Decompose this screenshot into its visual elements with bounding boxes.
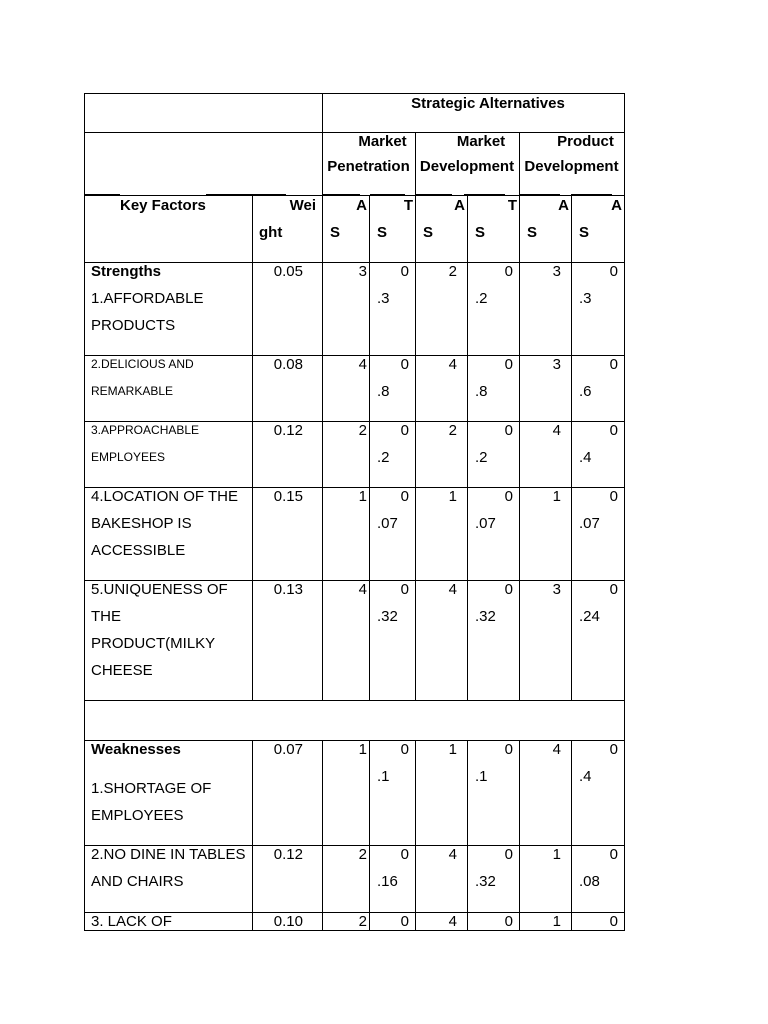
key-factor-text: 2.DELICIOUS AND bbox=[91, 357, 194, 371]
key-factor-text: PRODUCT(MILKY bbox=[91, 635, 216, 652]
alternative-name-line2: Development bbox=[419, 158, 515, 175]
score-cell bbox=[519, 912, 572, 931]
total-score-bottom: .8 bbox=[377, 383, 390, 400]
attractiveness-score: 1 bbox=[448, 488, 457, 505]
sub-header-bottom: S bbox=[527, 224, 538, 241]
attractiveness-score: 3 bbox=[552, 581, 561, 598]
total-score-top: 0 bbox=[504, 741, 513, 758]
row-underline-mark bbox=[252, 912, 286, 913]
key-factor-text: EMPLOYEES bbox=[91, 450, 166, 464]
total-score-bottom: .2 bbox=[377, 449, 390, 466]
attractiveness-score: 4 bbox=[448, 846, 457, 863]
key-factor-text: 1.SHORTAGE OF bbox=[91, 780, 212, 797]
total-score-top: 0 bbox=[609, 488, 618, 505]
attractiveness-score: 4 bbox=[448, 581, 457, 598]
total-score-top: 0 bbox=[609, 356, 618, 373]
weight-value: 0.12 bbox=[273, 422, 303, 439]
total-score-top: 0 bbox=[609, 263, 618, 280]
sub-header-top: A bbox=[611, 197, 622, 214]
row-underline-mark bbox=[416, 912, 452, 913]
weight-value: 0.13 bbox=[273, 581, 303, 598]
attractiveness-score: 1 bbox=[448, 741, 457, 758]
total-score-bottom: .32 bbox=[475, 873, 496, 890]
attractiveness-score: 1 bbox=[552, 488, 561, 505]
total-score-bottom: .07 bbox=[579, 515, 600, 532]
attractiveness-score: 2 bbox=[448, 422, 457, 439]
weaknesses-heading: Weaknesses bbox=[91, 741, 181, 758]
score-cell bbox=[519, 487, 572, 581]
alternative-name-line2: Development bbox=[524, 158, 619, 175]
total-score-bottom: .3 bbox=[377, 290, 390, 307]
attractiveness-score: 1 bbox=[552, 913, 561, 930]
key-factor-text: CHEESE bbox=[91, 662, 153, 679]
total-score-top: 0 bbox=[400, 488, 409, 505]
attractiveness-score: 2 bbox=[448, 263, 457, 280]
key-factor-text: AND CHAIRS bbox=[91, 873, 184, 890]
total-score-top: 0 bbox=[609, 913, 618, 930]
key-factor-text: THE bbox=[91, 608, 121, 625]
total-score-top: 0 bbox=[504, 356, 513, 373]
total-score-top: 0 bbox=[504, 913, 513, 930]
key-factor-text: 3.APPROACHABLE bbox=[91, 423, 200, 437]
total-score-top: 0 bbox=[609, 846, 618, 863]
row-underline-mark bbox=[464, 912, 505, 913]
sub-header-bottom: S bbox=[579, 224, 590, 241]
total-score-bottom: .8 bbox=[475, 383, 488, 400]
key-factor-text: EMPLOYEES bbox=[91, 807, 184, 824]
total-score-top: 0 bbox=[400, 913, 409, 930]
attractiveness-score: 4 bbox=[448, 356, 457, 373]
key-factor-text: 5.UNIQUENESS OF bbox=[91, 581, 228, 598]
alternative-name-line2: Penetration bbox=[327, 158, 410, 175]
row-underline-mark bbox=[206, 912, 252, 913]
attractiveness-score: 3 bbox=[552, 356, 561, 373]
attractiveness-score: 2 bbox=[358, 846, 367, 863]
score-cell bbox=[415, 421, 468, 488]
attractiveness-score: 3 bbox=[552, 263, 561, 280]
row-underline-mark bbox=[519, 912, 560, 913]
total-score-top: 0 bbox=[609, 741, 618, 758]
blank-separator-row bbox=[84, 700, 625, 741]
total-score-top: 0 bbox=[504, 846, 513, 863]
score-cell bbox=[415, 845, 468, 913]
score-cell bbox=[519, 421, 572, 488]
weight-value: 0.12 bbox=[273, 846, 303, 863]
row-underline-mark bbox=[571, 912, 612, 913]
attractiveness-score: 1 bbox=[358, 741, 367, 758]
total-score-top: 0 bbox=[609, 422, 618, 439]
total-score-bottom: .07 bbox=[377, 515, 398, 532]
weight-value: 0.15 bbox=[273, 488, 303, 505]
row-underline-mark bbox=[370, 912, 405, 913]
total-score-bottom: .24 bbox=[579, 608, 600, 625]
total-score-bottom: .08 bbox=[579, 873, 600, 890]
attractiveness-score: 1 bbox=[552, 846, 561, 863]
total-score-bottom: .1 bbox=[377, 768, 390, 785]
total-score-bottom: .32 bbox=[475, 608, 496, 625]
sub-header-bottom: S bbox=[330, 224, 341, 241]
total-score-bottom: .2 bbox=[475, 290, 488, 307]
key-factor-text: PRODUCTS bbox=[91, 317, 176, 334]
total-score-bottom: .07 bbox=[475, 515, 496, 532]
total-score-bottom: .4 bbox=[579, 768, 592, 785]
weight-label-line1: Wei bbox=[289, 197, 316, 214]
key-factor-text: 1.AFFORDABLE bbox=[91, 290, 204, 307]
attractiveness-score: 4 bbox=[552, 422, 561, 439]
total-score-bottom: .32 bbox=[377, 608, 398, 625]
strengths-heading: Strengths bbox=[91, 263, 162, 280]
score-cell bbox=[415, 262, 468, 356]
strategic-alternatives-title: Strategic Alternatives bbox=[411, 95, 565, 112]
attractiveness-score: 4 bbox=[448, 913, 457, 930]
total-score-top: 0 bbox=[400, 356, 409, 373]
attractiveness-score: 4 bbox=[358, 581, 367, 598]
total-score-top: 0 bbox=[609, 581, 618, 598]
alternative-name-line1: Market bbox=[358, 133, 407, 150]
score-cell bbox=[519, 845, 572, 913]
attractiveness-score: 4 bbox=[358, 356, 367, 373]
header-blank-left bbox=[84, 93, 323, 133]
total-score-bottom: .2 bbox=[475, 449, 488, 466]
sub-header-top: T bbox=[403, 197, 413, 214]
sub-header-bottom: S bbox=[377, 224, 388, 241]
score-cell bbox=[415, 355, 468, 422]
score-cell bbox=[415, 912, 468, 931]
key-factor-text: 2.NO DINE IN TABLES bbox=[91, 846, 246, 863]
total-score-top: 0 bbox=[504, 263, 513, 280]
score-cell bbox=[415, 487, 468, 581]
attractiveness-score: 2 bbox=[358, 422, 367, 439]
sub-header-top: A bbox=[454, 197, 465, 214]
score-cell bbox=[519, 740, 572, 846]
sub-header-top: A bbox=[356, 197, 367, 214]
total-score-top: 0 bbox=[400, 581, 409, 598]
total-score-top: 0 bbox=[400, 846, 409, 863]
weight-value: 0.08 bbox=[273, 356, 303, 373]
total-score-bottom: .3 bbox=[579, 290, 592, 307]
total-score-top: 0 bbox=[400, 263, 409, 280]
key-factor-text: 4.LOCATION OF THE bbox=[91, 488, 238, 505]
total-score-top: 0 bbox=[504, 581, 513, 598]
total-score-top: 0 bbox=[504, 422, 513, 439]
key-factor-text: BAKESHOP IS bbox=[91, 515, 192, 532]
alternative-name-line1: Market bbox=[456, 133, 506, 150]
sub-header-bottom: S bbox=[423, 224, 434, 241]
key-factor-text: ACCESSIBLE bbox=[91, 542, 186, 559]
row-underline-mark bbox=[84, 912, 120, 913]
score-cell bbox=[519, 262, 572, 356]
total-score-top: 0 bbox=[400, 741, 409, 758]
total-score-top: 0 bbox=[400, 422, 409, 439]
sub-header-top: A bbox=[558, 197, 569, 214]
total-score-bottom: .6 bbox=[579, 383, 592, 400]
key-factors-label: Key Factors bbox=[120, 197, 206, 214]
total-score-top: 0 bbox=[504, 488, 513, 505]
total-score-bottom: .4 bbox=[579, 449, 592, 466]
header-blank-left-2 bbox=[84, 132, 323, 196]
score-cell bbox=[519, 580, 572, 701]
attractiveness-score: 3 bbox=[358, 263, 367, 280]
alternative-name-line1: Product bbox=[557, 133, 614, 150]
attractiveness-score: 2 bbox=[358, 913, 367, 930]
attractiveness-score: 1 bbox=[358, 488, 367, 505]
score-cell bbox=[519, 355, 572, 422]
score-cell bbox=[415, 740, 468, 846]
total-score-bottom: .16 bbox=[377, 873, 398, 890]
sub-header-top: T bbox=[507, 197, 517, 214]
weight-label-line2: ght bbox=[259, 224, 283, 241]
key-factor-text: REMARKABLE bbox=[91, 384, 174, 398]
weight-value: 0.07 bbox=[273, 741, 303, 758]
weight-value: 0.10 bbox=[273, 913, 303, 930]
sub-header-bottom: S bbox=[475, 224, 486, 241]
total-score-bottom: .1 bbox=[475, 768, 488, 785]
row-underline-mark bbox=[322, 912, 360, 913]
weight-value: 0.05 bbox=[273, 263, 303, 280]
score-cell bbox=[415, 580, 468, 701]
key-factor-text: 3. LACK OF bbox=[91, 913, 172, 930]
attractiveness-score: 4 bbox=[552, 741, 561, 758]
